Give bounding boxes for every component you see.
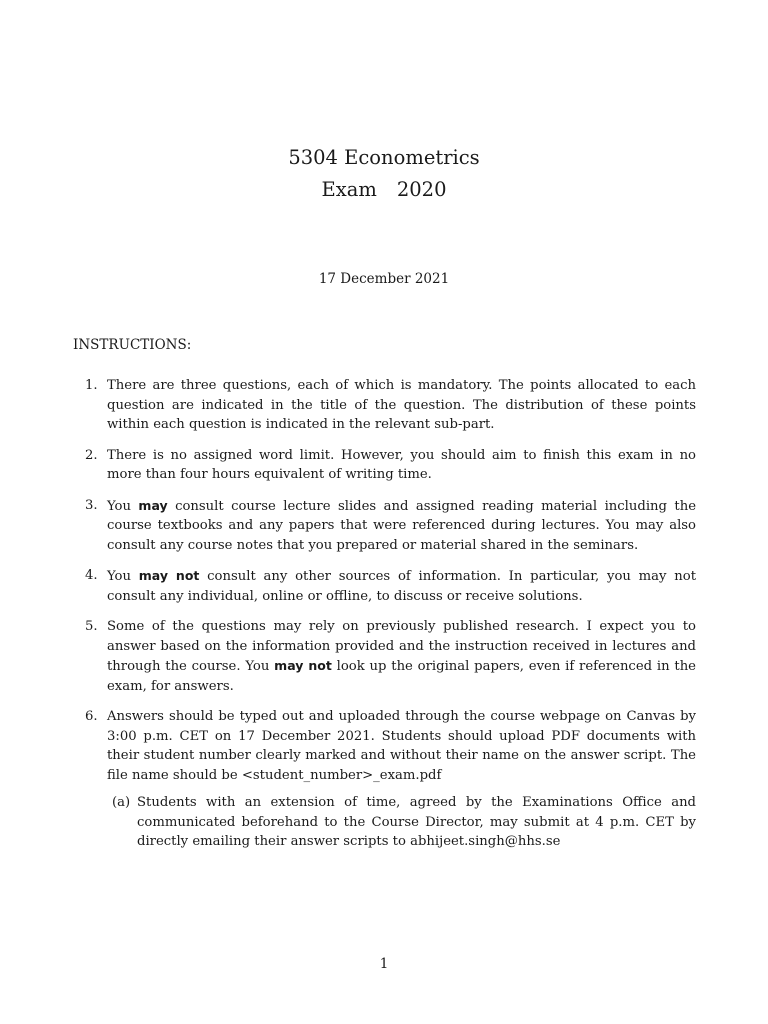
exam-word: Exam: [321, 178, 377, 201]
item-emphasis: may not: [274, 658, 332, 673]
item-number: 1.: [85, 378, 98, 393]
item-number: 5.: [85, 619, 98, 634]
item-text: There is no assigned word limit. However, you should aim to finish this exam in no more than four hours equivalent of writing time.: [107, 447, 696, 482]
item-emphasis: may not: [138, 568, 200, 583]
course-title: 5304 Econometrics: [288, 146, 480, 169]
item-number: 2.: [85, 447, 98, 463]
instruction-item-1: [85, 376, 696, 435]
page-number: 1: [379, 956, 389, 972]
item-text: There are three questions, each of which is mandatory. The points allocated to each question are indicated in the title of the question. The distribution of these points within each question is indicated in the relevant sub-part.: [107, 378, 696, 432]
instruction-item-2: [85, 446, 696, 485]
exam-title: [0, 174, 768, 206]
instruction-item-6: [85, 707, 696, 852]
instruction-subitem-a: [112, 793, 696, 852]
instruction-item-3: [85, 496, 696, 556]
item-text-post: look up the original papers, even if referenced in the exam, for answers.: [107, 659, 696, 694]
item-text: Answers should be typed out and uploaded through the course webpage on Canvas by 3:00 p.m. CET on 17 December 2021. Students should upload PDF documents with their student number clearly marked and without their name on the answer script. The file name should be <student_number>_exam.pdf: [107, 709, 696, 783]
instructions-list: [85, 376, 696, 863]
instruction-item-4: [85, 566, 696, 606]
subitem-text: Students with an extension of time, agreed by the Examinations Office and communicated beforehand to the Course Director, may submit at 4 p.m. CET by directly emailing their answer scripts to abhijeet.singh@hhs.se: [137, 795, 696, 849]
instruction-item-5: [85, 617, 696, 696]
subitem-label: (a): [112, 795, 131, 810]
document-title: [0, 142, 768, 206]
item-number: 3.: [85, 497, 98, 513]
exam-year: 2020: [396, 178, 447, 201]
item-number: 6.: [85, 709, 98, 724]
exam-date: 17 December 2021: [318, 271, 450, 287]
instructions-heading: INSTRUCTIONS:: [73, 337, 192, 353]
item-text-pre: You: [107, 569, 139, 584]
item-number: 4.: [85, 568, 98, 583]
item-text-pre: Some of the questions may rely on previously published research. I expect you to answer based on the information provided and the instruction received in lectures and through the course. You: [107, 619, 696, 674]
item-text-post: consult course lecture slides and assigned reading material including the course textbooks and any papers that were referenced during lectures. You may also consult any course notes that you prepared or material shared in the seminars.: [107, 498, 696, 553]
item-text-post: consult any other sources of information. In particular, you may not consult any individual, online or offline, to discuss or receive solutions.: [107, 569, 696, 604]
item-emphasis: may: [138, 497, 168, 513]
item-text-pre: You: [107, 498, 139, 514]
